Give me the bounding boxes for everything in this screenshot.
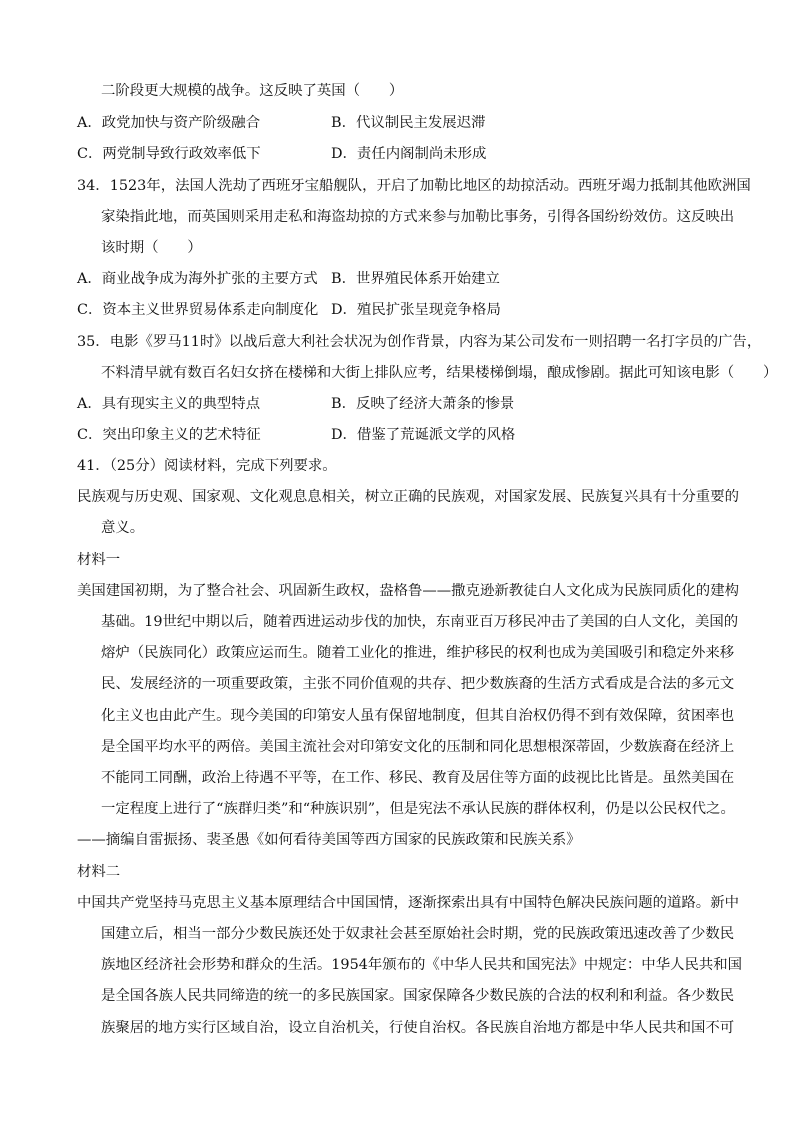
material-1-line-3: 熔炉（民族同化）政策应运而生。随着工业化的推进，维护移民的权利也成为美国吸引和稳定外来移	[101, 645, 735, 661]
q33-option-c: C．两党制导致行政效率低下	[77, 146, 261, 162]
q34-stem-line-1: 34．1523年，法国人洗劫了西班牙宝船舰队，开启了加勒比地区的劫掠活动。西班牙竭力抵制其他欧洲国	[77, 178, 751, 194]
q35-stem-line-2: 不料清早就有数百名妇女挤在楼梯和大街上排队应考，结果楼梯倒塌，酿成惨剧。据此可知该电影（ ）	[101, 365, 778, 381]
material-2-line-5: 族聚居的地方实行区域自治，设立自治机关，行使自治权。各民族自治地方都是中华人民共和国不可	[101, 1020, 735, 1036]
material-2-line-3: 族地区经济社会形势和群众的生活。1954年颁布的《中华人民共和国宪法》中规定：中华人民共和国	[101, 957, 743, 973]
material-1-line-5: 化主义也由此产生。现今美国的印第安人虽有保留地制度，但其自治权仍得不到有效保障，贫困率也	[101, 708, 735, 724]
q41-intro-line-2: 意义。	[101, 520, 145, 536]
q34-option-d: D．殖民扩张呈现竞争格局	[331, 302, 501, 318]
q35-option-c: C．突出印象主义的艺术特征	[77, 427, 261, 443]
q33-option-b: B．代议制民主发展迟滞	[331, 115, 486, 131]
q34-stem-line-3: 该时期（ ）	[101, 240, 202, 256]
material-1-line-7: 不能同工同酬，政治上待遇不平等，在工作、移民、教育及居住等方面的歧视比比皆是。虽然美国在	[101, 770, 735, 786]
q35-option-b: B．反映了经济大萧条的惨景	[331, 396, 515, 412]
q33-option-d: D．责任内阁制尚未形成	[331, 146, 487, 162]
q33-option-a: A．政党加快与资产阶级融合	[77, 115, 261, 131]
material-1-line-1: 美国建国初期，为了整合社会、巩固新生政权，盎格鲁——撒克逊新教徒白人文化成为民族同质化的建构	[77, 583, 739, 599]
q34-stem-line-2: 家染指此地，而英国则采用走私和海盗劫掠的方式来参与加勒比事务，引得各国纷纷效仿。这反映出	[101, 209, 735, 225]
material-1-title: 材料一	[77, 552, 121, 568]
material-2-line-4: 是全国各族人民共同缔造的统一的多民族国家。国家保障各少数民族的合法的权利和利益。各少数民	[101, 988, 735, 1004]
material-2-line-2: 国建立后，相当一部分少数民族还处于奴隶社会甚至原始社会时期，党的民族政策迅速改善了少数民	[101, 926, 735, 942]
q35-option-d: D．借鉴了荒诞派文学的风格	[331, 427, 516, 443]
q34-option-b: B．世界殖民体系开始建立	[331, 271, 500, 287]
material-1-source: ——摘编自雷振扬、裴圣愚《如何看待美国等西方国家的民族政策和民族关系》	[77, 832, 581, 848]
material-1-line-2: 基础。19世纪中期以后，随着西进运动步伐的加快，东南亚百万移民冲击了美国的白人文化，美国的	[101, 614, 739, 630]
q34-option-a: A．商业战争成为海外扩张的主要方式	[77, 271, 318, 287]
q35-stem-line-1: 35．电影《罗马11时》以战后意大利社会状况为创作背景，内容为某公司发布一则招聘一名打字员的广告，	[77, 334, 762, 350]
material-1-line-4: 民、发展经济的一项重要政策，主张不同价值观的共存、把少数族裔的生活方式看成是合法的多元文	[101, 676, 735, 692]
q33-stem-continued: 二阶段更大规模的战争。这反映了英国（ ）	[101, 83, 404, 99]
q41-intro-line-1: 民族观与历史观、国家观、文化观息息相关，树立正确的民族观，对国家发展、民族复兴具有十分重要的	[77, 489, 739, 505]
material-2-line-1: 中国共产党坚持马克思主义基本原理结合中国国情，逐渐探索出具有中国特色解决民族问题的道路。新中	[77, 895, 739, 911]
q35-option-a: A．具有现实主义的典型特点	[77, 396, 261, 412]
material-2-title: 材料二	[77, 864, 121, 880]
q34-option-c: C．资本主义世界贸易体系走向制度化	[77, 302, 319, 318]
material-1-line-8: 一定程度上进行了“族群归类”和“种族识别”，但是宪法不承认民族的群体权利，仍是以公民权代之。	[101, 801, 735, 817]
material-1-line-6: 是全国平均水平的两倍。美国主流社会对印第安文化的压制和同化思想根深蒂固，少数族裔在经济上	[101, 739, 735, 755]
q41-heading: 41．（25分）阅读材料，完成下列要求。	[77, 458, 337, 474]
